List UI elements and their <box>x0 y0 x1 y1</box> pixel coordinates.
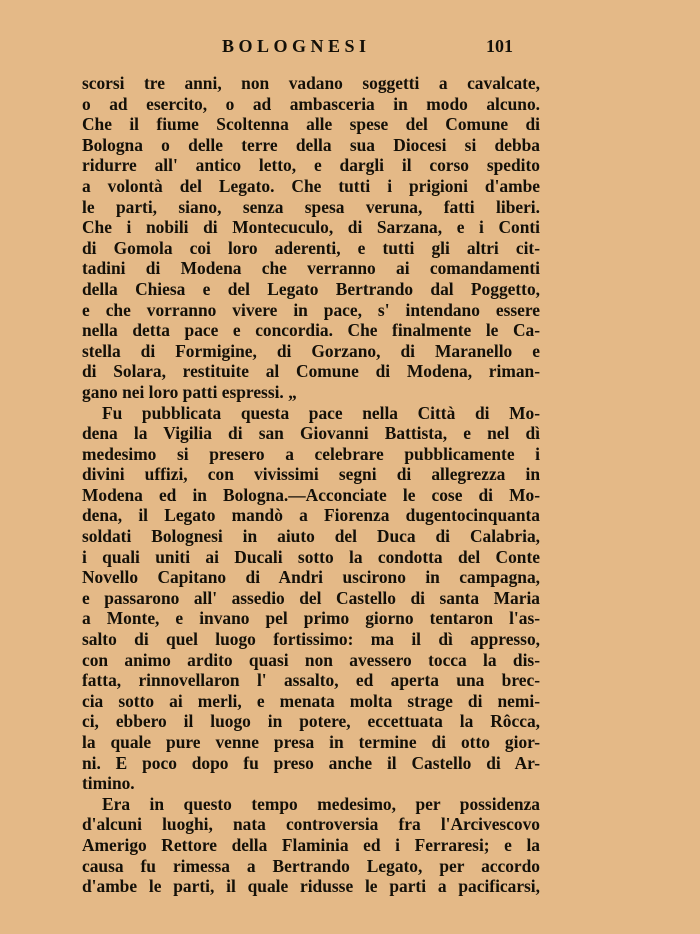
text-line: salto di quel luogo fortissimo: ma il dì appresso, <box>82 629 540 650</box>
text-line: gano nei loro patti espressi. „ <box>82 381 297 402</box>
text-line: Bologna o delle terre della sua Diocesi si debba <box>82 134 540 155</box>
text-line: divini uffizi, con vivissimi segni di allegrezza in <box>82 464 540 485</box>
running-title: BOLOGNESI <box>222 36 371 56</box>
text-line: dena la Vigilia di san Giovanni Battista, e nel dì <box>82 423 540 444</box>
text-line: d'alcuni luoghi, nata controversia fra l'Arcivescovo <box>82 814 540 835</box>
text-line: ci, ebbero il luogo in potere, eccettuata la Rôcca, <box>82 711 540 732</box>
text-line: Novello Capitano di Andri uscirono in campagna, <box>82 567 540 588</box>
text-line: Che i nobili di Montecuculo, di Sarzana, e i Conti <box>82 217 540 238</box>
text-line: dena, il Legato mandò a Fiorenza dugentocinquanta <box>82 505 540 526</box>
text-line: tadini di Modena che verranno ai comandamenti <box>82 258 540 279</box>
text-line: cia sotto ai merli, e menata molta strage di nemi- <box>82 690 540 711</box>
text-line: ni. E poco dopo fu preso anche il Castello di Ar- <box>82 752 540 773</box>
text-line: a volontà del Legato. Che tutti i prigioni d'ambe <box>82 175 540 196</box>
text-line: Modena ed in Bologna.—Acconciate le cose di Mo- <box>82 484 540 505</box>
text-line: medesimo si presero a celebrare pubblicamente i <box>82 443 540 464</box>
text-line: fatta, rinnovellaron l' assalto, ed aperta una brec- <box>82 670 540 691</box>
text-line: d'ambe le parti, il quale ridusse le parti a pacificarsi, <box>82 876 540 897</box>
text-line: soldati Bolognesi in aiuto del Duca di Calabria, <box>82 526 540 547</box>
text-line: stella di Formigine, di Gorzano, di Maranello e <box>82 340 540 361</box>
body-text <box>82 73 540 897</box>
text-line: o ad esercito, o ad ambasceria in modo alcuno. <box>82 93 540 114</box>
page-number: 101 <box>486 36 513 56</box>
text-line: a Monte, e invano pel primo giorno tentaron l'as- <box>82 608 540 629</box>
text-line: di Gomola coi loro aderenti, e tutti gli altri cit- <box>82 237 540 258</box>
text-line: la quale pure venne presa in termine di otto gior- <box>82 732 540 752</box>
text-line: con animo ardito quasi non avessero tocca la dis- <box>82 649 540 670</box>
text-line: timino. <box>82 773 135 794</box>
text-line: nella detta pace e concordia. Che finalmente le Ca- <box>82 320 540 341</box>
text-line: e passarono all' assedio del Castello di santa Maria <box>82 587 540 608</box>
text-line: e che vorranno vivere in pace, s' intendano essere <box>82 299 540 320</box>
text-line: Era in questo tempo medesimo, per possidenza <box>102 793 540 814</box>
text-line: ridurre all' antico letto, e dargli il corso spedito <box>82 155 540 176</box>
text-line: Amerigo Rettore della Flaminia ed i Ferraresi; e la <box>82 834 540 855</box>
text-line: i quali uniti ai Ducali sotto la condotta del Conte <box>82 546 540 567</box>
running-head <box>0 36 700 60</box>
text-line: Fu pubblicata questa pace nella Città di Mo- <box>102 402 540 423</box>
text-line: Che il fiume Scoltenna alle spese del Comune di <box>82 114 540 135</box>
text-line: della Chiesa e del Legato Bertrando dal Poggetto, <box>82 278 540 299</box>
text-line: le parti, siano, senza spesa veruna, fatti liberi. <box>82 196 540 217</box>
text-line: di Solara, restituite al Comune di Modena, riman- <box>82 361 540 382</box>
text-line: scorsi tre anni, non vadano soggetti a cavalcate, <box>82 73 540 93</box>
text-line: causa fu rimessa a Bertrando Legato, per accordo <box>82 855 540 876</box>
